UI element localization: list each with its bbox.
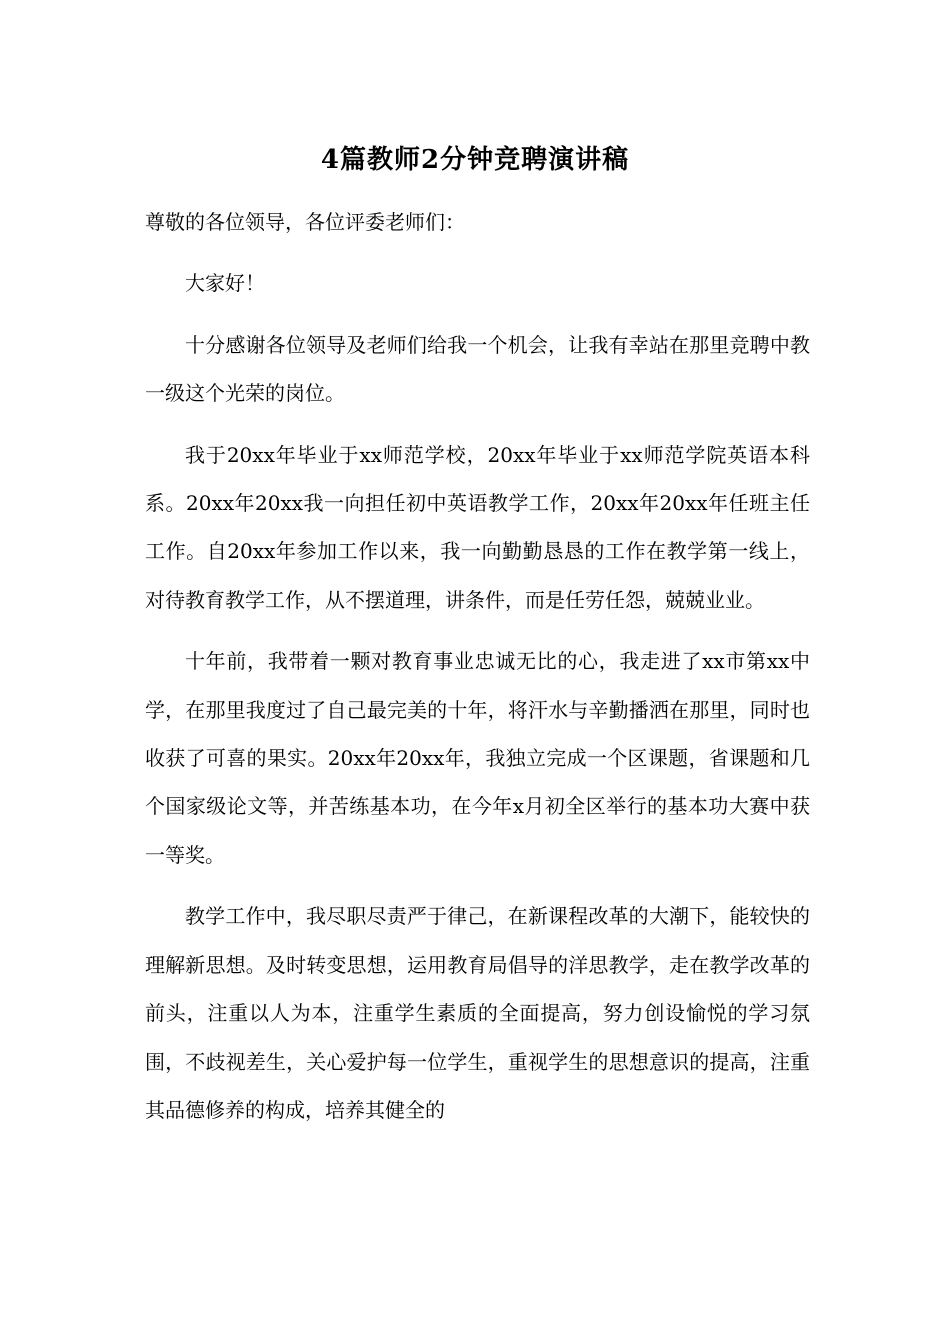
paragraph-teaching: 教学工作中，我尽职尽责严于律己，在新课程改革的大潮下，能较快的理解新思想。及时转变思想，运用教育局倡导的洋思教学，走在教学改革的前头，注重以人为本，注重学生素质的全面提高，努力创设愉悦的学习氛围，不歧视差生，关心爱护每一位学生，重视学生的思想意识的提高，注重其品德修养的构成，培养其健全的 (145, 904, 810, 1122)
paragraph-achievements: 十年前，我带着一颗对教育事业忠诚无比的心，我走进了xx市第xx中学，在那里我度过了自己最完美的十年，将汗水与辛勤播洒在那里，同时也收获了可喜的果实。20xx年20xx年，我独立完成一个区课题，省课题和几个国家级论文等，并苦练基本功，在今年x月初全区举行的基本功大赛中获一等奖。 (145, 649, 810, 867)
salutation: 尊敬的各位领导，各位评委老师们： (145, 210, 465, 234)
document-body (145, 198, 810, 1147)
paragraph-background: 我于20xx年毕业于xx师范学校，20xx年毕业于xx师范学院英语本科系。20xx年20xx我一向担任初中英语教学工作，20xx年20xx年任班主任工作。自20xx年参加工作以来，我一向勤勤恳恳的工作在教学第一线上，对待教育教学工作，从不摆道理，讲条件，而是任劳任怨，兢兢业业。 (145, 442, 810, 612)
paragraph-thanks: 十分感谢各位领导及老师们给我一个机会，让我有幸站在那里竞聘中教一级这个光荣的岗位。 (145, 332, 810, 406)
document-title: 4篇教师2分钟竞聘演讲稿 (320, 145, 630, 175)
greeting: 大家好！ (185, 271, 265, 296)
